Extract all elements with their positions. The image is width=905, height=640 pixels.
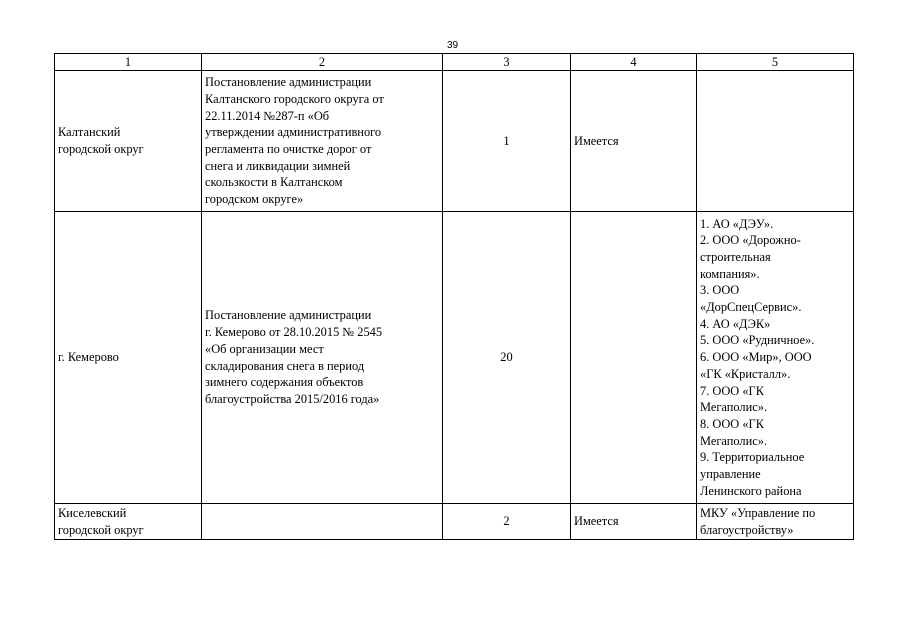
- count-cell: 20: [443, 212, 571, 504]
- list-item: 9. Территориальное управление Ленинского района: [700, 450, 805, 498]
- document-cell: Постановление администрации г. Кемерово от 28.10.2015 № 2545 «Об организации мест складирования снега в период зимнего содержания объектов благоустройства 2015/2016 года»: [202, 212, 443, 504]
- column-header-1: 1: [55, 54, 202, 71]
- column-header-4: 4: [571, 54, 697, 71]
- organizations-cell: [697, 71, 854, 212]
- count-cell: 1: [443, 71, 571, 212]
- status-cell: [571, 212, 697, 504]
- status-cell: Имеется: [571, 504, 697, 540]
- organizations-cell: [697, 212, 854, 504]
- page-number: 39: [446, 40, 459, 51]
- list-item: 7. ООО «ГК Мегаполис».: [700, 383, 768, 415]
- column-header-5: 5: [697, 54, 854, 71]
- municipality-cell: Киселевский городской округ: [55, 504, 202, 540]
- list-item: 1. АО «ДЭУ».: [700, 216, 774, 231]
- list-item: 6. ООО «Мир», ООО «ГК «Кристалл».: [700, 350, 812, 381]
- table-row: [55, 212, 854, 504]
- table-row: [55, 504, 854, 540]
- status-cell: Имеется: [571, 71, 697, 212]
- municipality-cell: г. Кемерово: [55, 212, 202, 504]
- list-item: 3. ООО «ДорСпецСервис».: [700, 283, 802, 315]
- list-item: МКУ «Управление по благоустройству»: [700, 505, 816, 537]
- organizations-cell: [697, 504, 854, 540]
- list-item: 2. ООО «Дорожно- строительная компания».: [700, 233, 801, 281]
- list-item: 5. ООО «Рудничное».: [700, 333, 815, 348]
- column-header-3: 3: [443, 54, 571, 71]
- municipality-cell: Калтанский городской округ: [55, 71, 202, 212]
- header-row: [55, 54, 854, 71]
- document-cell: Постановление администрации Калтанского городского округа от 22.11.2014 №287-п «Об утверждении административного регламента по очистке дорог от снега и ликвидации зимней скользкости в Калтанском городском округе»: [202, 71, 443, 212]
- list-item: 8. ООО «ГК Мегаполис».: [700, 416, 768, 448]
- count-cell: 2: [443, 504, 571, 540]
- document-cell: [202, 504, 443, 540]
- column-header-2: 2: [202, 54, 443, 71]
- municipal-regulations-table: [54, 53, 854, 540]
- table-row: [55, 71, 854, 212]
- organizations-list: [700, 216, 850, 500]
- list-item: 4. АО «ДЭК»: [700, 316, 771, 331]
